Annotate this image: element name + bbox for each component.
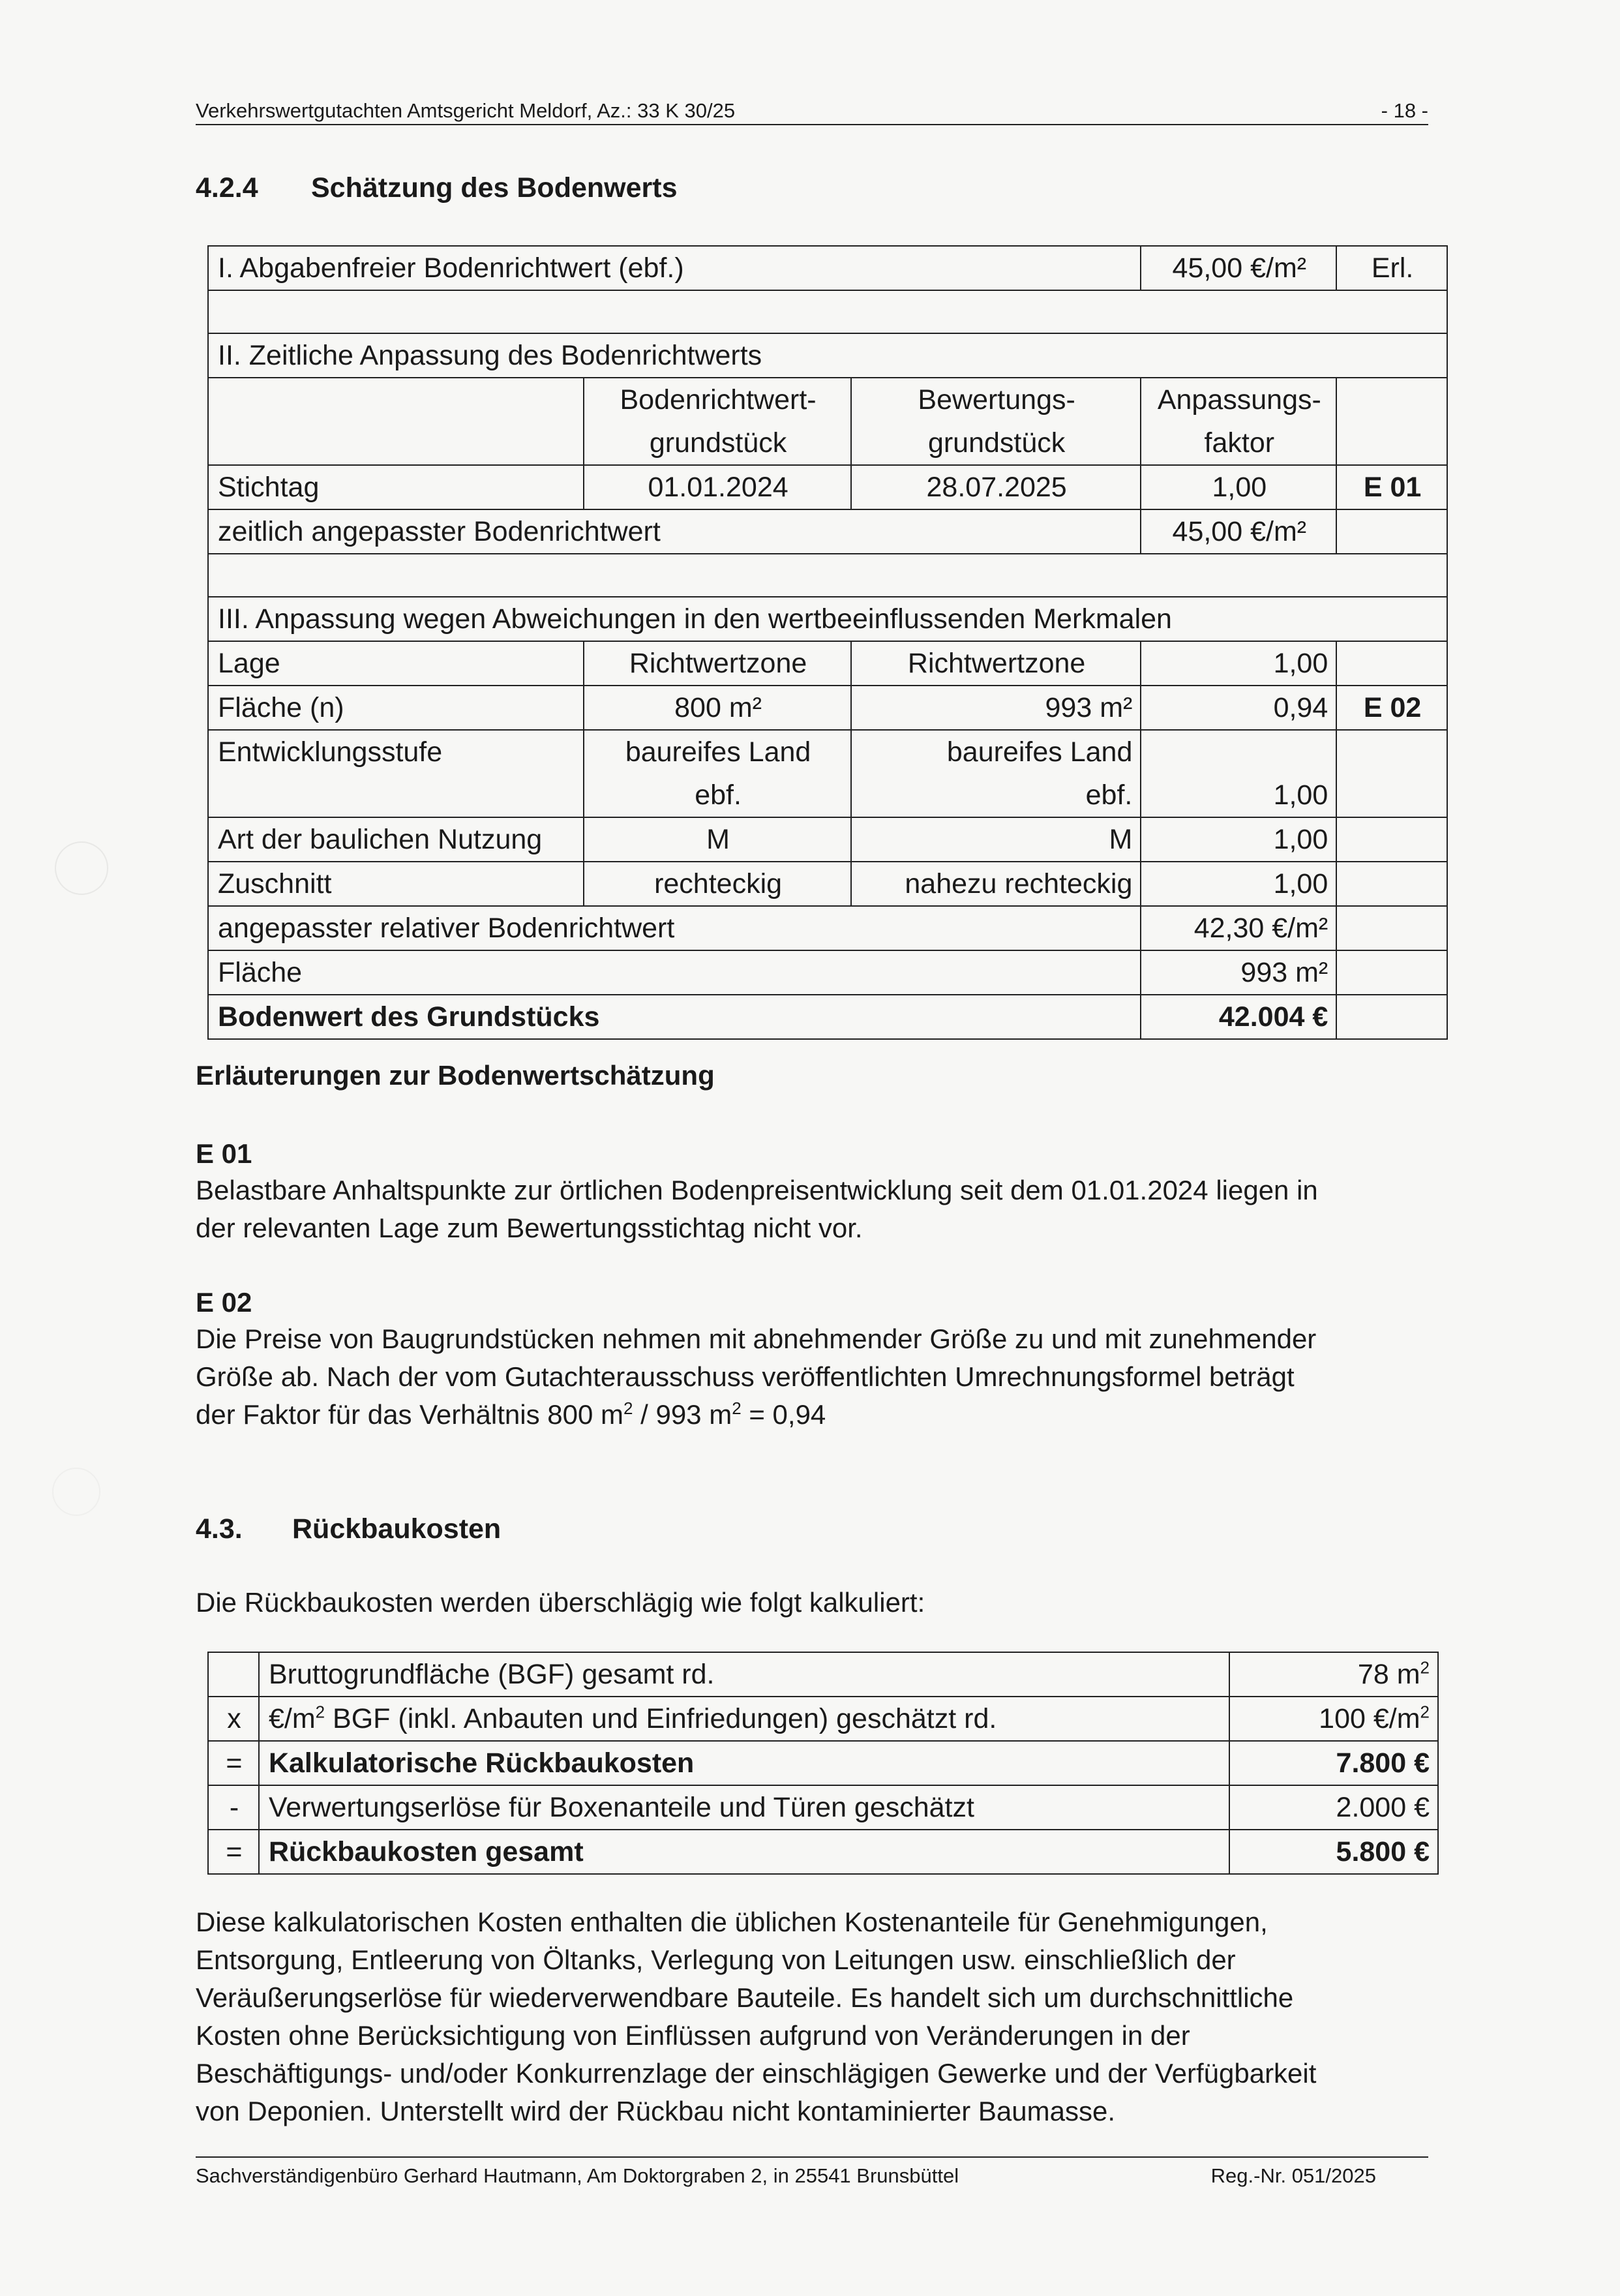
table-cell: grundstück: [851, 421, 1141, 465]
table-cell: grundstück: [584, 421, 851, 465]
table-cell: =: [208, 1830, 259, 1874]
table-row: [208, 1697, 1438, 1741]
table-row: [208, 1785, 1438, 1830]
table-row: [208, 686, 1447, 730]
table-cell: 42.004 €: [1141, 995, 1336, 1039]
table-cell: 1,00: [1141, 774, 1336, 817]
table-row: [208, 906, 1447, 950]
text-fragment: der Faktor für das Verhältnis 800 m: [196, 1399, 623, 1430]
table-row: [208, 597, 1447, 641]
e01-title: E 01: [196, 1138, 252, 1169]
scan-artifact-circle: [55, 841, 108, 895]
e02-text: [196, 1320, 1435, 1434]
section-number: 4.2.4: [196, 172, 258, 204]
text-fragment: €/m: [268, 1703, 316, 1734]
table-cell: faktor: [1141, 421, 1336, 465]
table-row: [208, 378, 1447, 421]
text-line: Diese kalkulatorischen Kosten enthalten die üblichen Kostenanteile für Genehmigungen,: [196, 1907, 1268, 1937]
table-cell: Fläche (n): [208, 686, 584, 730]
table-cell: baureifes Land: [584, 730, 851, 774]
table-cell: E 02: [1336, 686, 1447, 730]
table-cell: Richtwertzone: [584, 641, 851, 686]
e02-title: E 02: [196, 1287, 252, 1318]
table-cell: -: [208, 1785, 259, 1830]
table-cell: Art der baulichen Nutzung: [208, 817, 584, 862]
table-cell: Bodenwert des Grundstücks: [208, 995, 1141, 1039]
table-cell: Bewertungs-: [851, 378, 1141, 421]
table-cell: 993 m²: [851, 686, 1141, 730]
text-line: Belastbare Anhaltspunkte zur örtlichen Bodenpreisentwicklung seit dem 01.01.2024 liegen in: [196, 1175, 1318, 1205]
text-line: Veräußerungserlöse für wiederverwendbare Bauteile. Es handelt sich um durchschnittliche: [196, 1982, 1294, 2013]
text-line: Die Preise von Baugrundstücken nehmen mit abnehmender Größe zu und mit zunehmender: [196, 1323, 1317, 1354]
table-cell: Entwicklungsstufe: [208, 730, 584, 774]
table-cell: 1,00: [1141, 465, 1336, 509]
superscript: 2: [623, 1398, 633, 1418]
text-line: Größe ab. Nach der vom Gutachterausschuss veröffentlichten Umrechnungsformel beträgt: [196, 1361, 1295, 1392]
table-cell: Zuschnitt: [208, 862, 584, 906]
table-cell: [259, 1697, 1229, 1741]
table-row: [208, 774, 1447, 817]
scan-artifact-circle: [52, 1468, 100, 1516]
table-cell: ebf.: [584, 774, 851, 817]
table-cell: x: [208, 1697, 259, 1741]
table-row: [208, 1652, 1438, 1697]
table-cell: Stichtag: [208, 465, 584, 509]
table-row-empty: [208, 290, 1447, 333]
table-cell: [208, 1652, 259, 1697]
text-line: von Deponien. Unterstellt wird der Rückbau nicht kontaminierter Baumasse.: [196, 2096, 1116, 2126]
table-row: [208, 465, 1447, 509]
superscript: 2: [315, 1702, 325, 1722]
table-cell: 1,00: [1141, 862, 1336, 906]
table-row: [208, 862, 1447, 906]
page-number: - 18 -: [1381, 99, 1428, 122]
cost-table: [207, 1652, 1439, 1875]
superscript: 2: [1420, 1702, 1430, 1722]
table-cell: Verwertungserlöse für Boxenanteile und Türen geschätzt: [259, 1785, 1229, 1830]
erlaeuterungen-heading: Erläuterungen zur Bodenwertschätzung: [196, 1060, 715, 1091]
table-cell: E 01: [1336, 465, 1447, 509]
table-row-empty: [208, 554, 1447, 597]
table-row: [208, 950, 1447, 995]
text-line: Entsorgung, Entleerung von Öltanks, Verlegung von Leitungen usw. einschließlich der: [196, 1944, 1236, 1975]
table-cell: angepasster relativer Bodenrichtwert: [208, 906, 1141, 950]
text-line: Kosten ohne Berücksichtigung von Einflüssen aufgrund von Veränderungen in der: [196, 2020, 1190, 2051]
table-cell: 2.000 €: [1229, 1785, 1438, 1830]
text-line: der relevanten Lage zum Bewertungsstichtag nicht vor.: [196, 1213, 863, 1243]
table-cell: III. Anpassung wegen Abweichungen in den wertbeeinflussenden Merkmalen: [208, 597, 1447, 641]
table-cell: Bodenrichtwert-: [584, 378, 851, 421]
table-cell: Rückbaukosten gesamt: [259, 1830, 1229, 1874]
footer-reg-number: Reg.-Nr. 051/2025: [1210, 2164, 1376, 2187]
footer-address: Sachverständigenbüro Gerhard Hautmann, Am Doktorgraben 2, in 25541 Brunsbüttel: [196, 2164, 959, 2187]
table-cell: zeitlich angepasster Bodenrichtwert: [208, 509, 1141, 554]
table-cell: =: [208, 1741, 259, 1785]
table-cell: I. Abgabenfreier Bodenrichtwert (ebf.): [208, 246, 1141, 290]
table-cell: baureifes Land: [851, 730, 1141, 774]
table-cell: Fläche: [208, 950, 1141, 995]
table-cell: Kalkulatorische Rückbaukosten: [259, 1741, 1229, 1785]
page-footer: [196, 2156, 1428, 2188]
table-row: [208, 817, 1447, 862]
table-cell: II. Zeitliche Anpassung des Bodenrichtwerts: [208, 333, 1447, 378]
table-cell: 28.07.2025: [851, 465, 1141, 509]
table-cell: 45,00 €/m²: [1141, 246, 1336, 290]
table-cell: [1229, 1652, 1438, 1697]
table-row: [208, 509, 1447, 554]
table-cell: rechteckig: [584, 862, 851, 906]
table-cell: 7.800 €: [1229, 1741, 1438, 1785]
table-cell: M: [584, 817, 851, 862]
table-cell: Erl.: [1336, 246, 1447, 290]
table-cell: [1229, 1697, 1438, 1741]
table-row-total: [208, 995, 1447, 1039]
section-title: Schätzung des Bodenwerts: [311, 172, 678, 204]
text-fragment: 78 m: [1357, 1659, 1420, 1690]
table-row: [208, 641, 1447, 686]
table-cell: 0,94: [1141, 686, 1336, 730]
text-fragment: = 0,94: [741, 1399, 826, 1430]
table-cell: Richtwertzone: [851, 641, 1141, 686]
e01-text: [196, 1171, 1435, 1247]
table-row: [208, 246, 1447, 290]
table-cell: Lage: [208, 641, 584, 686]
section-number: 4.3.: [196, 1513, 243, 1545]
superscript: 2: [732, 1398, 742, 1418]
table-cell: 800 m²: [584, 686, 851, 730]
table-cell: ebf.: [851, 774, 1141, 817]
text-fragment: BGF (inkl. Anbauten und Einfriedungen) geschätzt rd.: [325, 1703, 997, 1734]
table-cell: nahezu rechteckig: [851, 862, 1141, 906]
text-line: Beschäftigungs- und/oder Konkurrenzlage der einschlägigen Gewerke und der Verfügbarkeit: [196, 2058, 1317, 2089]
superscript: 2: [1420, 1657, 1430, 1678]
table-row: [208, 1741, 1438, 1785]
table-cell: 1,00: [1141, 817, 1336, 862]
section-title: Rückbaukosten: [292, 1513, 502, 1545]
text-line: [196, 1396, 1435, 1434]
table-cell: Bruttogrundfläche (BGF) gesamt rd.: [259, 1652, 1229, 1697]
table-cell: 1,00: [1141, 641, 1336, 686]
section-heading-43: [196, 1513, 501, 1545]
table-row-total: [208, 1830, 1438, 1874]
section-heading-424: [196, 172, 677, 204]
table-cell: 45,00 €/m²: [1141, 509, 1336, 554]
table-row: [208, 730, 1447, 774]
table-cell: Anpassungs-: [1141, 378, 1336, 421]
table-cell: 42,30 €/m²: [1141, 906, 1336, 950]
table-cell: M: [851, 817, 1141, 862]
table-cell: 993 m²: [1141, 950, 1336, 995]
header-title: Verkehrswertgutachten Amtsgericht Meldorf, Az.: 33 K 30/25: [196, 99, 736, 122]
land-value-table: [207, 245, 1448, 1040]
text-fragment: / 993 m: [633, 1399, 732, 1430]
rueckbau-intro: Die Rückbaukosten werden überschlägig wie folgt kalkuliert:: [196, 1587, 925, 1618]
text-fragment: 100 €/m: [1319, 1703, 1420, 1734]
table-cell: 5.800 €: [1229, 1830, 1438, 1874]
table-row: [208, 421, 1447, 465]
page-header: [196, 90, 1428, 125]
table-row: [208, 333, 1447, 378]
table-cell: 01.01.2024: [584, 465, 851, 509]
closing-paragraph: [196, 1903, 1435, 2130]
